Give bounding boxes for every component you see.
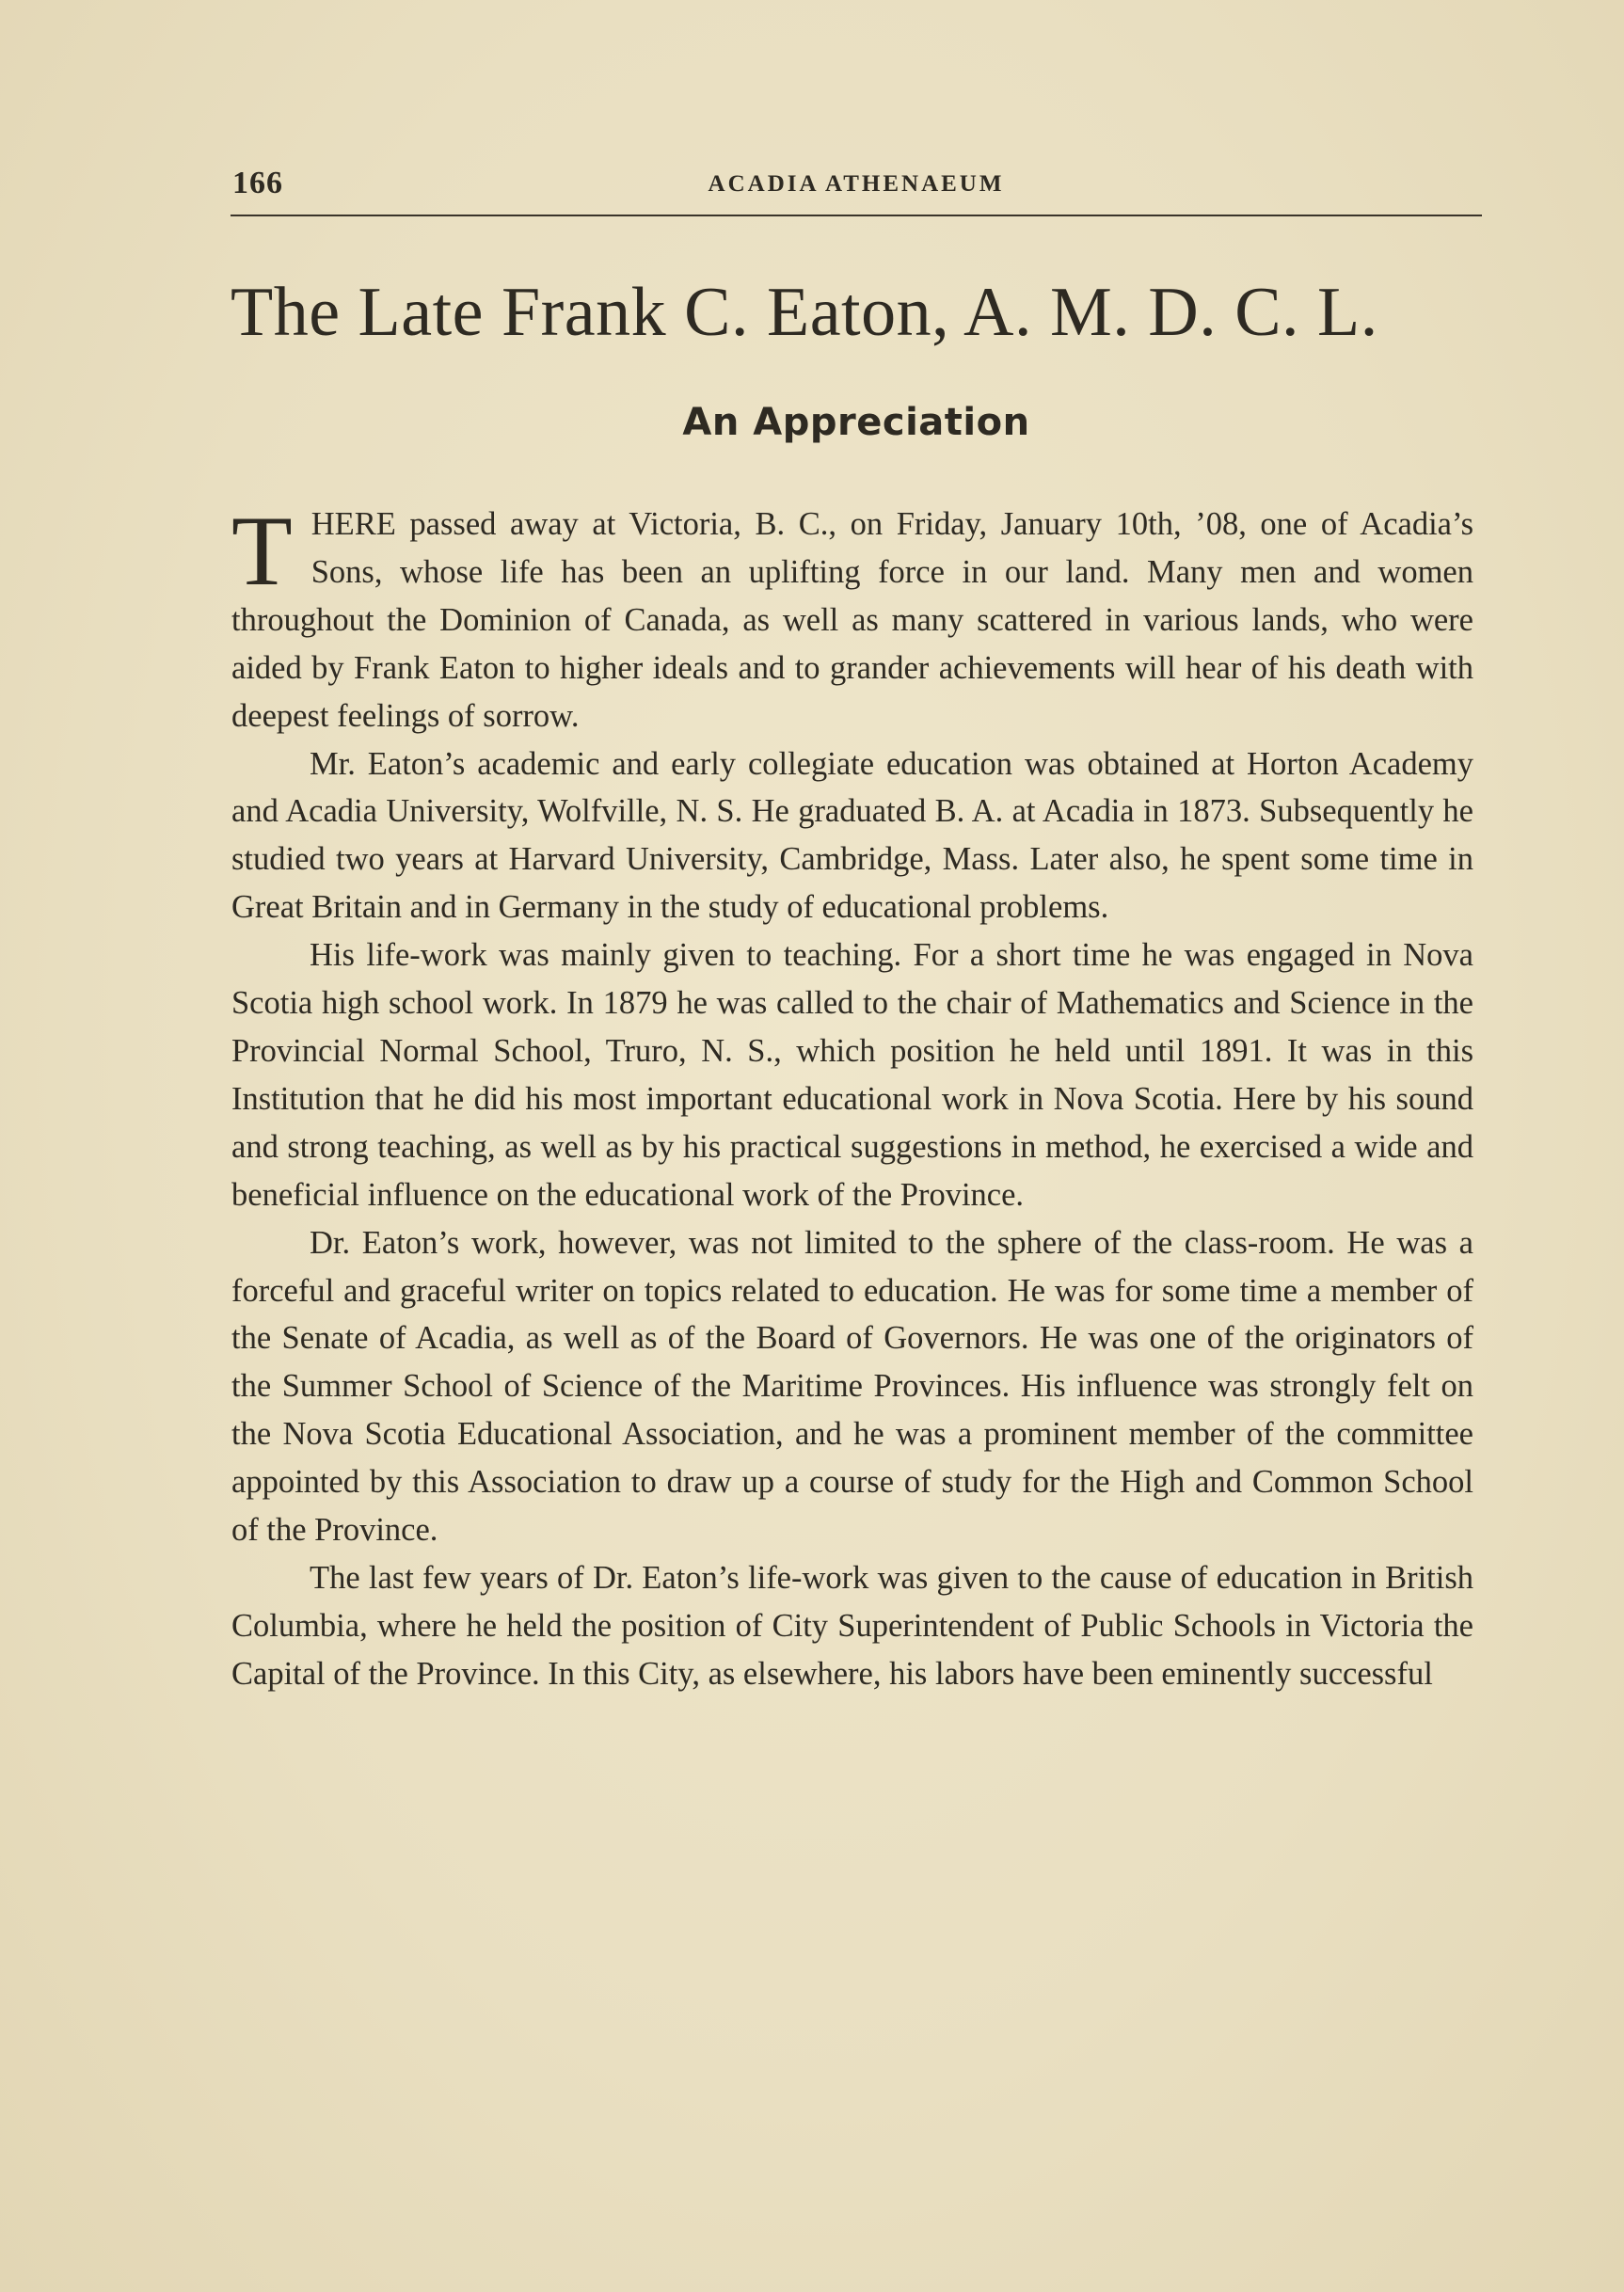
paragraph-1-text: HERE passed away at Victoria, B. C., on Friday, January 10th, ’08, one of Acadia’s Sons, whose life has been an uplifting force in our land. Many men and women throughout the Dominion of Canada, as well as many scattered in various lands, who were aided by Frank Eaton to higher ideals and to grander achievements will hear of his death with deepest feelings of sorrow.: [231, 506, 1473, 734]
article-subtitle: An Appreciation: [682, 401, 1030, 444]
header-rule: [231, 215, 1482, 216]
article-title: The Late Frank C. Eaton, A. M. D. C. L.: [231, 274, 1378, 351]
paragraph-5: The last few years of Dr. Eaton’s life-work was given to the cause of education in British Columbia, where he held the position of City Superintendent of Public Schools in Victoria the Capital of the Province. In this City, as elsewhere, his labors have been eminently successful: [231, 1559, 1473, 1692]
page-header: [232, 166, 1480, 203]
article-body: [231, 496, 1473, 1698]
drop-cap: T: [231, 496, 293, 606]
page-number: 166: [232, 166, 283, 200]
paragraph-2: Mr. Eaton’s academic and early collegiate education was obtained at Horton Academy and Acadia University, Wolfville, N. S. He graduated B. A. at Acadia in 1873. Subsequently he studied two years at Harvard University, Cambridge, Mass. Later also, he spent some time in Great Britain and in Germany in the study of educational problems.: [231, 745, 1473, 926]
running-head: ACADIA ATHENAEUM: [708, 171, 1005, 197]
paragraph-1: [231, 496, 1473, 740]
paragraph-4: Dr. Eaton’s work, however, was not limited to the sphere of the class-room. He was a forceful and graceful writer on topics related to education. He was for some time a member of the Senate of Acadia, as well as of the Board of Governors. He was one of the originators of the Summer School of Science of the Maritime Provinces. His influence was strongly felt on the Nova Scotia Educational Association, and he was a prominent member of the committee appointed by this Association to draw up a course of study for the High and Common School of the Province.: [231, 1224, 1473, 1549]
paragraph-3: His life-work was mainly given to teaching. For a short time he was engaged in Nova Scotia high school work. In 1879 he was called to the chair of Mathematics and Science in the Provincial Normal School, Truro, N. S., which position he held until 1891. It was in this Institution that he did his most important educational work in Nova Scotia. Here by his sound and strong teaching, as well as by his practical suggestions in method, he exercised a wide and beneficial influence on the educational work of the Province.: [231, 937, 1473, 1213]
